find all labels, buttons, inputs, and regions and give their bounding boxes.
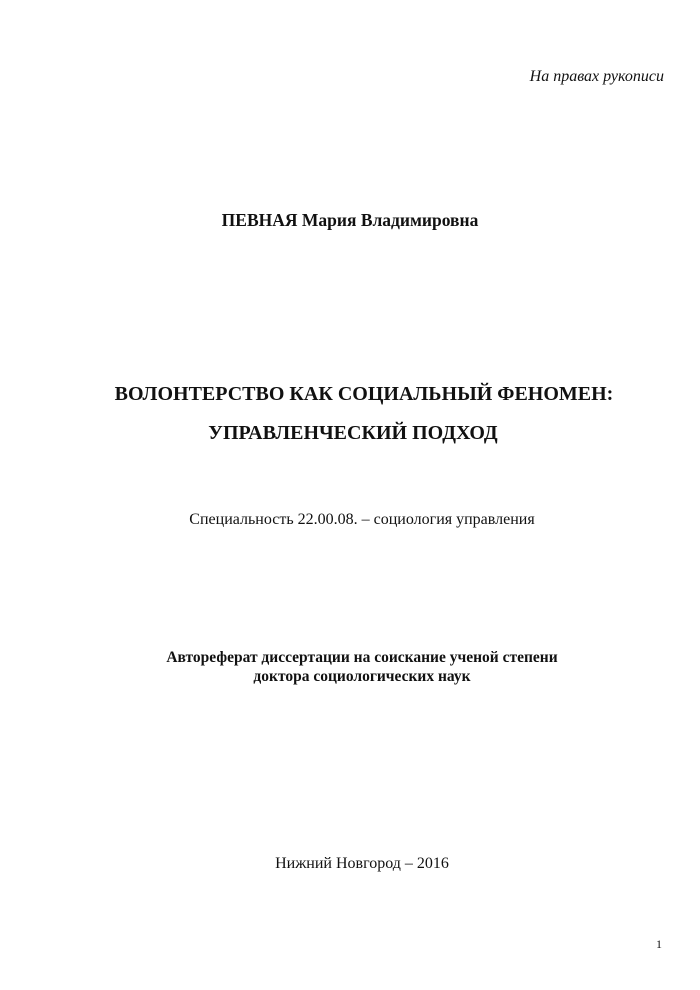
abstract-line-1: Автореферат диссертации на соискание ученой степени	[166, 649, 558, 666]
author-name	[0, 210, 700, 231]
title-line-1: ВОЛОНТЕРСТВО КАК СОЦИАЛЬНЫЙ ФЕНОМЕН:	[114, 383, 614, 405]
place-year: Нижний Новгород – 2016	[275, 855, 449, 872]
title-line-2: УПРАВЛЕНЧЕСКИЙ ПОДХОД	[208, 422, 498, 444]
rights-note: На правах рукописи	[529, 68, 664, 85]
author-surname: ПЕВНАЯ	[221, 210, 298, 230]
page-number: 1	[656, 937, 662, 951]
author-given-names: Мария Владимировна	[301, 210, 479, 230]
abstract-line-2: доктора социологических наук	[253, 668, 471, 685]
specialty: Специальность 22.00.08. – социология управления	[189, 511, 535, 528]
